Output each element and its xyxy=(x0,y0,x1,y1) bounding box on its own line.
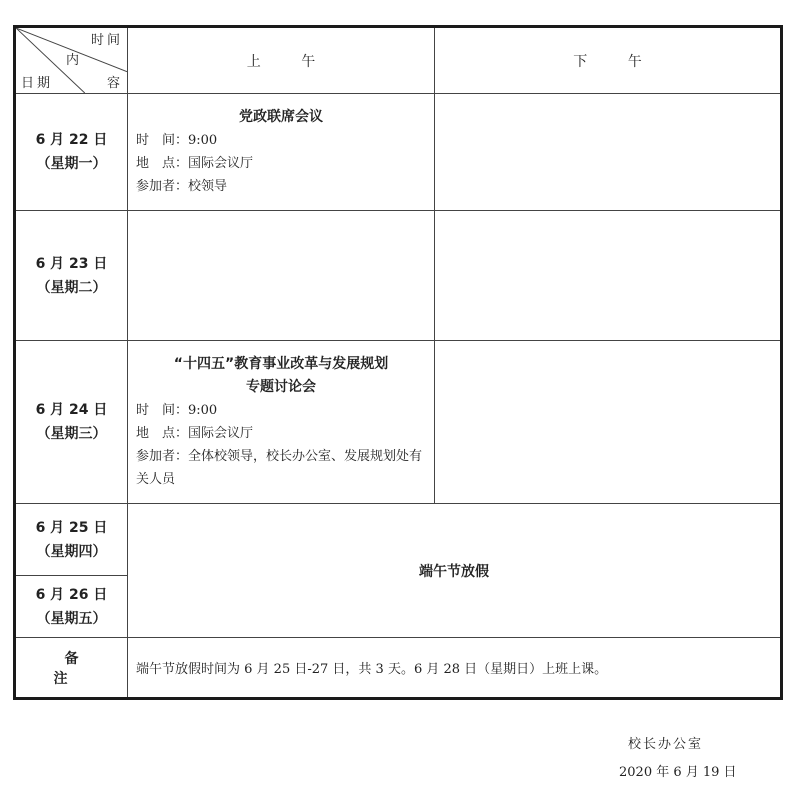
corner-content-label-right: 容 xyxy=(106,76,123,91)
date-label: 6 月 25 日 xyxy=(35,519,108,536)
afternoon-header: 下 午 xyxy=(435,27,782,94)
row-jun23 xyxy=(15,211,782,341)
note-label: 备 注 xyxy=(15,638,128,699)
weekly-schedule-table xyxy=(13,25,783,700)
weekday-label: （星期四） xyxy=(36,543,107,560)
weekday-label: （星期五） xyxy=(36,610,107,627)
weekday-label: （星期三） xyxy=(36,426,107,442)
note-text: 端午节放假时间为 6 月 25 日-27 日，共 3 天。6 月 28 日（星期日）上班上课。 xyxy=(128,638,782,699)
corner-date-label: 日期 xyxy=(21,76,54,91)
corner-content-label-left: 内 xyxy=(66,53,83,68)
morning-cell-jun23 xyxy=(128,211,435,341)
row-jun25 xyxy=(15,504,782,576)
event-title-line-1: “十四五”教育事业改革与发展规划 xyxy=(173,356,389,372)
date-label: 6 月 22 日 xyxy=(35,132,108,148)
issue-date: 2020 年 6 月 19 日 xyxy=(619,765,737,780)
date-label: 6 月 24 日 xyxy=(35,402,108,418)
date-label: 6 月 23 日 xyxy=(35,255,108,272)
note-row xyxy=(15,638,782,699)
issuing-office: 校长办公室 xyxy=(628,737,704,752)
afternoon-cell-jun23 xyxy=(435,211,782,341)
date-cell-jun23 xyxy=(15,211,128,341)
holiday-cell: 端午节放假 xyxy=(128,504,782,638)
corner-header-cell xyxy=(15,27,128,94)
header-row xyxy=(15,27,782,94)
event-attendees: 参加者：校领导 xyxy=(136,179,228,194)
date-cell-jun25 xyxy=(15,504,128,576)
event-title-line-2: 专题讨论会 xyxy=(246,379,316,395)
afternoon-cell-jun24 xyxy=(435,341,782,504)
event-title: 党政联席会议 xyxy=(239,109,323,125)
event-time: 时 间：9:00 xyxy=(136,403,218,418)
weekday-label: （星期二） xyxy=(36,279,107,296)
row-jun24 xyxy=(15,341,782,504)
corner-time-label: 时间 xyxy=(90,33,123,48)
morning-header: 上 午 xyxy=(128,27,435,94)
morning-cell-jun24 xyxy=(128,341,435,504)
event-attendees: 参加者：全体校领导，校长办公室、发展规划处有关人员 xyxy=(136,449,423,487)
afternoon-cell-jun22 xyxy=(435,94,782,211)
date-cell-jun24 xyxy=(15,341,128,504)
weekday-label: （星期一） xyxy=(36,156,107,172)
date-cell-jun22 xyxy=(15,94,128,211)
row-jun22 xyxy=(15,94,782,211)
date-cell-jun26 xyxy=(15,576,128,638)
event-time: 时 间：9:00 xyxy=(136,133,218,148)
event-place: 地 点：国际会议厅 xyxy=(136,426,254,441)
morning-cell-jun22 xyxy=(128,94,435,211)
date-label: 6 月 26 日 xyxy=(35,586,108,603)
event-place: 地 点：国际会议厅 xyxy=(136,156,254,171)
